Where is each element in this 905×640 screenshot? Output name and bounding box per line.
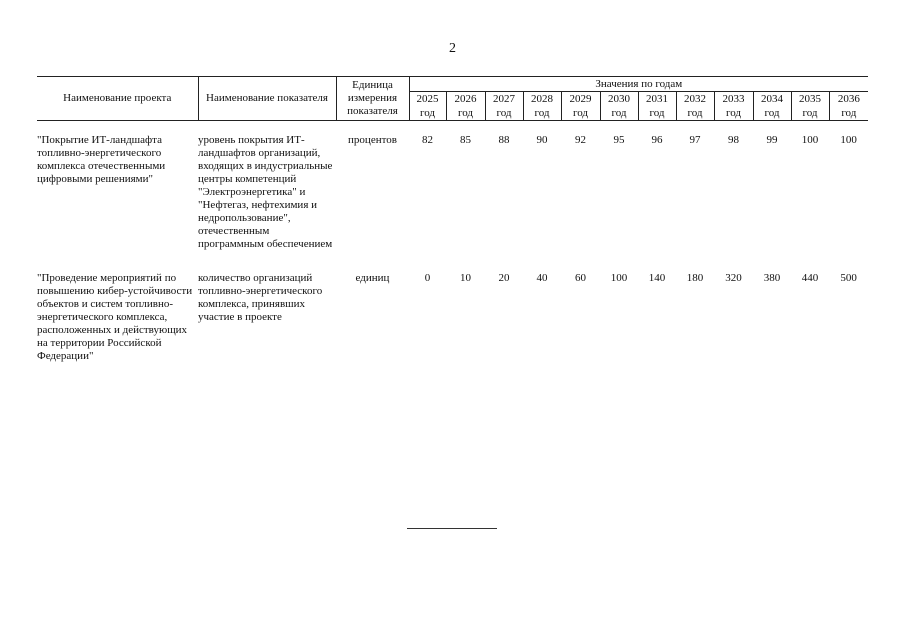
unit-cell: процентов <box>348 134 397 146</box>
indicator-name: уровень покрытия ИТ-ландшафтов организаций, входящих в индустриальные центры компетенций "Электроэнергетика" и "Нефтегаз, нефтехимия и недропользование", отечественным программным обеспечением <box>198 134 333 250</box>
value-cell: 100 <box>840 134 857 146</box>
header-year-suffix: год <box>676 106 714 121</box>
table-row <box>37 134 868 251</box>
value-cell: 320 <box>725 272 742 284</box>
value-cell: 100 <box>610 272 628 284</box>
header-year: 2031 <box>638 92 676 107</box>
header-year: 2034 <box>753 92 791 107</box>
table-row <box>37 272 868 363</box>
value-cell: 99 <box>766 134 778 146</box>
header-year-suffix: год <box>523 106 561 121</box>
header-year-suffix: год <box>446 106 485 121</box>
value-cell: 380 <box>763 272 781 284</box>
value-cell: 88 <box>498 134 510 146</box>
header-year-suffix: год <box>600 106 638 121</box>
header-year: 2033 <box>714 92 753 107</box>
header-year: 2036 <box>829 92 868 107</box>
header-year-suffix: год <box>485 106 523 121</box>
header-year-suffix: год <box>409 106 446 121</box>
header-year-suffix: год <box>829 106 868 121</box>
value-cell: 140 <box>648 272 666 284</box>
header-year: 2025 <box>409 92 446 107</box>
value-cell: 60 <box>575 272 586 284</box>
value-cell: 82 <box>422 134 433 146</box>
value-cell: 96 <box>651 134 663 146</box>
header-year: 2027 <box>485 92 523 107</box>
unit-cell: единиц <box>355 272 390 284</box>
value-cell: 180 <box>686 272 704 284</box>
value-cell: 90 <box>536 134 548 146</box>
header-project-name: Наименование проекта <box>37 77 198 121</box>
header-year: 2028 <box>523 92 561 107</box>
header-year: 2035 <box>791 92 829 107</box>
header-year: 2032 <box>676 92 714 107</box>
value-cell: 20 <box>498 272 510 284</box>
value-cell: 85 <box>460 134 471 146</box>
page-number: 2 <box>449 41 456 56</box>
header-year: 2026 <box>446 92 485 107</box>
footer-divider <box>407 528 497 529</box>
header-year-suffix: год <box>753 106 791 121</box>
header-year: 2029 <box>561 92 600 107</box>
header-year: 2030 <box>600 92 638 107</box>
value-cell: 92 <box>575 134 586 146</box>
value-cell: 40 <box>536 272 548 284</box>
indicator-name: количество организаций топливно-энергетического комплекса, принявших участие в проекте <box>198 272 323 323</box>
value-cell: 0 <box>424 272 431 284</box>
header-year-suffix: год <box>561 106 600 121</box>
value-cell: 500 <box>840 272 857 284</box>
header-unit: Единица измерения показателя <box>336 77 409 121</box>
header-year-suffix: год <box>791 106 829 121</box>
header-year-suffix: год <box>638 106 676 121</box>
value-cell: 10 <box>460 272 471 284</box>
header-indicator-name: Наименование показателя <box>198 77 336 121</box>
value-cell: 98 <box>728 134 739 146</box>
value-cell: 440 <box>801 272 819 284</box>
project-name: "Проведение мероприятий по повышению кибер-устойчивости объектов и систем топливно-энергетического комплекса, расположенных и действующих на территории Российской Федерации" <box>37 272 193 362</box>
value-cell: 97 <box>689 134 701 146</box>
header-year-suffix: год <box>714 106 753 121</box>
indicators-table <box>37 76 868 363</box>
value-cell: 95 <box>613 134 625 146</box>
project-name: "Покрытие ИТ-ландшафта топливно-энергетического комплекса отечественными цифровыми решениями" <box>37 134 166 185</box>
value-cell: 100 <box>801 134 819 146</box>
header-values-by-year: Значения по годам <box>409 77 868 92</box>
